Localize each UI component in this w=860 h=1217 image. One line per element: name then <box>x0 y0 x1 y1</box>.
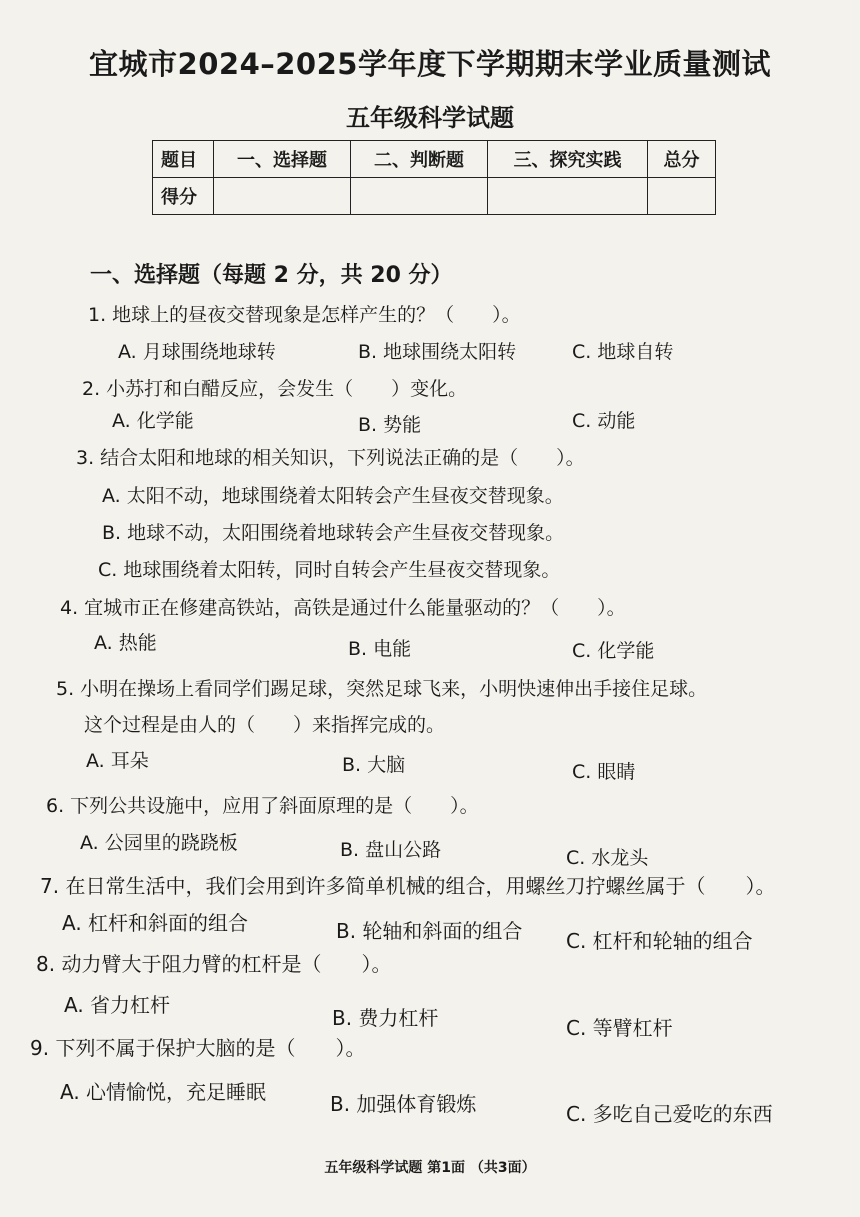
option-6a: A. 公园里的跷跷板 <box>80 832 238 854</box>
page-footer: 五年级科学试题 第1面 （共3面） <box>324 1160 536 1176</box>
question-5: 5. 小明在操场上看同学们踢足球，突然足球飞来，小明快速伸出手接住足球。 <box>56 678 708 700</box>
option-5c: C. 眼睛 <box>572 761 636 783</box>
option-4c: C. 化学能 <box>572 640 655 662</box>
question-8: 8. 动力臂大于阻力臂的杠杆是（ ）。 <box>36 952 392 976</box>
question-1: 1. 地球上的昼夜交替现象是怎样产生的？（ ）。 <box>88 304 521 326</box>
score-table-header-row <box>153 141 716 178</box>
option-2b: B. 势能 <box>358 414 422 436</box>
option-6b: B. 盘山公路 <box>340 839 442 861</box>
score-table-col-practice: 三、探究实践 <box>488 141 648 178</box>
exam-title: 宜城市2024–2025学年度下学期期末学业质量测试 <box>89 47 771 81</box>
exam-subtitle: 五年级科学试题 <box>346 104 514 132</box>
section-heading: 一、选择题（每题 2 分，共 20 分） <box>90 263 453 288</box>
option-9b: B. 加强体育锻炼 <box>330 1092 477 1116</box>
option-8a: A. 省力杠杆 <box>64 993 171 1017</box>
option-5a: A. 耳朵 <box>86 750 149 772</box>
option-7b: B. 轮轴和斜面的组合 <box>336 919 523 943</box>
option-2a: A. 化学能 <box>112 410 194 432</box>
option-9a: A. 心情愉悦，充足睡眠 <box>60 1080 267 1104</box>
question-3: 3. 结合太阳和地球的相关知识，下列说法正确的是（ ）。 <box>76 447 585 469</box>
score-table-col-judge: 二、判断题 <box>351 141 488 178</box>
score-cell[interactable] <box>351 178 488 215</box>
question-5-line-2: 这个过程是由人的（ ）来指挥完成的。 <box>84 714 446 736</box>
option-4b: B. 电能 <box>348 638 412 660</box>
option-7a: A. 杠杆和斜面的组合 <box>62 911 249 935</box>
option-1a: A. 月球围绕地球转 <box>118 341 276 363</box>
option-1b: B. 地球围绕太阳转 <box>358 341 517 363</box>
option-3c: C. 地球围绕着太阳转，同时自转会产生昼夜交替现象。 <box>98 559 561 581</box>
option-8c: C. 等臂杠杆 <box>566 1016 673 1040</box>
option-7c: C. 杠杆和轮轴的组合 <box>566 929 753 953</box>
option-1c: C. 地球自转 <box>572 341 674 363</box>
score-table-col-choice: 一、选择题 <box>214 141 351 178</box>
option-3b: B. 地球不动，太阳围绕着地球转会产生昼夜交替现象。 <box>102 522 565 544</box>
score-cell[interactable] <box>214 178 351 215</box>
score-table-row-label: 得分 <box>153 178 214 215</box>
option-6c: C. 水龙头 <box>566 847 649 869</box>
score-table-row-label: 题目 <box>153 141 214 178</box>
question-9: 9. 下列不属于保护大脑的是（ ）。 <box>30 1036 366 1060</box>
question-4: 4. 宜城市正在修建高铁站，高铁是通过什么能量驱动的？（ ）。 <box>60 597 626 619</box>
option-8b: B. 费力杠杆 <box>332 1006 439 1030</box>
score-cell[interactable] <box>488 178 648 215</box>
option-3a: A. 太阳不动，地球围绕着太阳转会产生昼夜交替现象。 <box>102 485 564 507</box>
question-6: 6. 下列公共设施中，应用了斜面原理的是（ ）。 <box>46 795 479 817</box>
option-2c: C. 动能 <box>572 410 636 432</box>
score-cell[interactable] <box>648 178 716 215</box>
score-table <box>152 140 716 215</box>
option-5b: B. 大脑 <box>342 754 406 776</box>
option-9c: C. 多吃自己爱吃的东西 <box>566 1102 773 1126</box>
question-2: 2. 小苏打和白醋反应，会发生（ ）变化。 <box>82 378 468 400</box>
option-4a: A. 热能 <box>94 632 157 654</box>
question-7: 7. 在日常生活中，我们会用到许多简单机械的组合，用螺丝刀拧螺丝属于（ ）。 <box>40 874 776 898</box>
score-table-col-total: 总分 <box>648 141 716 178</box>
score-table-score-row <box>153 178 716 215</box>
